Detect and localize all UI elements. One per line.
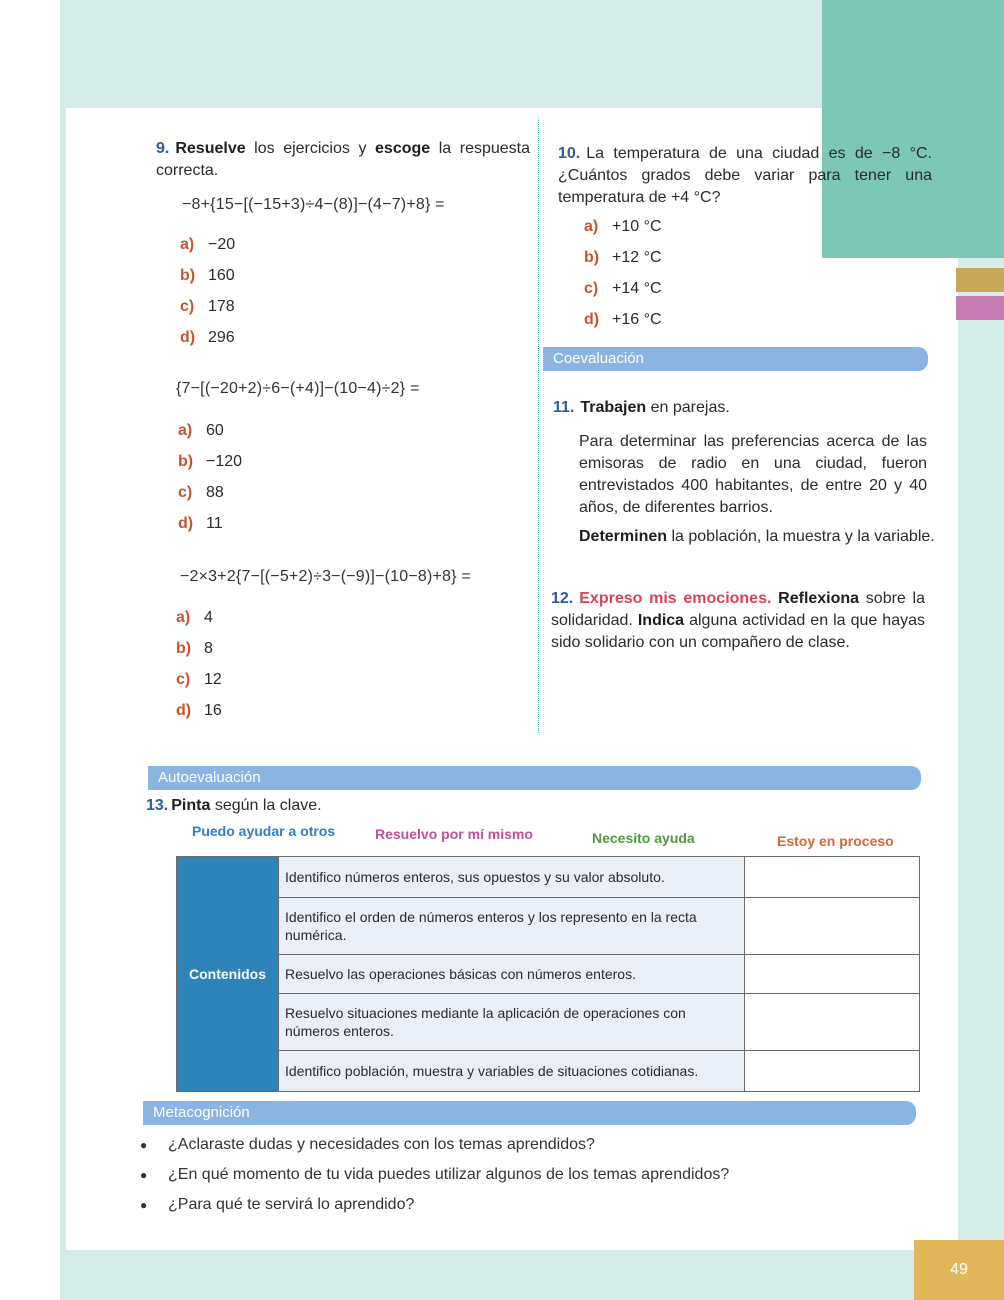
bullet-icon: ● [140, 1138, 148, 1152]
chapter-tab-gold [956, 268, 1004, 292]
option-a[interactable] [584, 218, 662, 236]
page-background-left [60, 0, 66, 1300]
bullet-icon: ● [140, 1198, 148, 1212]
option-b[interactable] [584, 249, 662, 267]
option-letter: d) [584, 311, 600, 328]
prompt-text: en parejas. [646, 399, 730, 416]
option-value: 4 [204, 609, 213, 626]
option-a[interactable] [178, 422, 224, 440]
question-13-prompt [146, 795, 546, 817]
verb-reflexiona: Reflexiona [778, 590, 860, 607]
question-text: ¿En qué momento de tu vida puedes utilizar algunos de los temas aprendidos? [168, 1166, 730, 1183]
option-value: 16 [204, 702, 222, 719]
option-c[interactable] [176, 671, 222, 689]
verb-determinen: Determinen [579, 528, 668, 545]
option-value: 12 [204, 671, 222, 688]
self-evaluation-table [176, 856, 920, 1092]
table-cell-item: Identifico números enteros, sus opuestos y su valor absoluto. [279, 857, 745, 898]
option-letter: c) [584, 280, 599, 297]
option-c[interactable] [180, 298, 235, 316]
list-item [140, 1196, 414, 1214]
option-value: +10 °C [612, 218, 662, 235]
question-11-prompt [553, 397, 933, 419]
key-resuelvo-solo: Resuelvo por mí mismo [375, 826, 533, 842]
verb-indica: Indica [637, 612, 685, 629]
prompt-text: la población, la muestra y la variable. [667, 528, 935, 545]
option-value: 88 [206, 484, 224, 501]
question-12-prompt [551, 588, 925, 654]
option-d[interactable] [176, 702, 222, 720]
question-number: 10. [558, 145, 581, 162]
option-value: 178 [208, 298, 235, 315]
option-value: 60 [206, 422, 224, 439]
question-text: ¿Para qué te servirá lo aprendido? [168, 1196, 415, 1213]
prompt-text: la respuesta correcta. [156, 140, 531, 179]
table-row [177, 993, 920, 1050]
key-necesito-ayuda: Necesito ayuda [592, 830, 695, 846]
prompt-text: alguna actividad en la que hayas sido solidario con un compañero de clase. [551, 612, 925, 651]
option-letter: a) [176, 609, 191, 626]
question-number: 12. [551, 590, 574, 607]
option-letter: c) [180, 298, 195, 315]
column-divider [538, 118, 539, 733]
question-10-prompt [558, 143, 932, 209]
page-background-bottom [60, 1250, 930, 1300]
metacognicion-header: Metacognición [143, 1101, 916, 1125]
table-cell-item: Identifico población, muestra y variables de situaciones cotidianas. [279, 1051, 745, 1092]
color-cell[interactable] [745, 993, 920, 1050]
table-cell-item: Identifico el orden de números enteros y los represento en la recta numérica. [279, 897, 745, 954]
prompt-text: sobre la solidaridad. [551, 590, 925, 629]
option-a[interactable] [176, 609, 213, 627]
option-letter: a) [180, 236, 195, 253]
chapter-tab-pink [956, 296, 1004, 320]
color-cell[interactable] [745, 1051, 920, 1092]
option-value: +16 °C [612, 311, 662, 328]
option-value: −20 [208, 236, 236, 253]
coevaluacion-header: Coevaluación [543, 347, 928, 371]
option-value: +12 °C [612, 249, 662, 266]
key-puedo-ayudar: Puedo ayudar a otros [192, 823, 336, 839]
question-number: 13. [146, 797, 169, 814]
question-text: ¿Aclaraste dudas y necesidades con los temas aprendidos? [168, 1136, 595, 1153]
option-d[interactable] [584, 311, 662, 329]
option-letter: a) [178, 422, 193, 439]
table-cell-item: Resuelvo situaciones mediante la aplicación de operaciones con números enteros. [279, 993, 745, 1050]
table-row [177, 955, 920, 994]
section-title-emociones: Expreso mis emociones. [579, 590, 772, 607]
verb-trabajen: Trabajen [580, 399, 647, 416]
verb-pinta: Pinta [171, 797, 211, 814]
table-row [177, 897, 920, 954]
option-letter: b) [180, 267, 196, 284]
row-header-contenidos: Contenidos [177, 857, 279, 1092]
option-letter: b) [178, 453, 194, 470]
verb-escoge: escoge [375, 140, 431, 157]
option-value: 11 [206, 515, 223, 532]
list-item [140, 1166, 729, 1184]
option-b[interactable] [176, 640, 213, 658]
table-cell-item: Resuelvo las operaciones básicas con números enteros. [279, 955, 745, 994]
option-letter: d) [176, 702, 192, 719]
option-letter: b) [584, 249, 600, 266]
page-corner-accent [822, 0, 1004, 258]
key-en-proceso: Estoy en proceso [777, 833, 894, 849]
color-cell[interactable] [745, 897, 920, 954]
prompt-text: los ejercicios y [245, 140, 376, 157]
question-11-paragraph: Para determinar las preferencias acerca de las emisoras de radio en una ciudad, fueron entrevistados 400 habitantes, de entre 20 y 40 años, de diferentes barrios. [579, 433, 927, 516]
option-c[interactable] [178, 484, 224, 502]
option-letter: b) [176, 640, 192, 657]
option-letter: c) [178, 484, 193, 501]
option-b[interactable] [180, 267, 235, 285]
color-cell[interactable] [745, 955, 920, 994]
option-d[interactable] [180, 329, 235, 347]
option-value: −120 [206, 453, 243, 470]
verb-resuelve: Resuelve [175, 140, 246, 157]
option-letter: d) [180, 329, 196, 346]
list-item [140, 1136, 595, 1154]
question-9-prompt [156, 138, 530, 182]
exercise-expression-2: {7−[(−20+2)÷6−(+4)]−(10−4)÷2} = [176, 380, 420, 397]
question-11-instruction [579, 526, 939, 548]
option-value: 296 [208, 329, 235, 346]
option-letter: c) [176, 671, 191, 688]
autoevaluacion-header: Autoevaluación [148, 766, 921, 790]
table-row [177, 857, 920, 898]
page-number: 49 [914, 1240, 1004, 1300]
option-a[interactable] [180, 236, 235, 254]
color-cell[interactable] [745, 857, 920, 898]
prompt-text: según la clave. [210, 797, 322, 814]
prompt-text: La temperatura de una ciudad es de −8 °C. ¿Cuántos grados debe variar para tener una temperatura de +4 °C? [558, 145, 932, 206]
bullet-icon: ● [140, 1168, 148, 1182]
option-d[interactable] [178, 515, 223, 533]
option-value: +14 °C [612, 280, 662, 297]
option-c[interactable] [584, 280, 662, 298]
option-letter: a) [584, 218, 599, 235]
option-b[interactable] [178, 453, 242, 471]
option-value: 8 [204, 640, 213, 657]
table-row [177, 1051, 920, 1092]
exercise-expression-1: −8+{15−[(−15+3)÷4−(8)]−(4−7)+8} = [182, 196, 445, 213]
option-letter: d) [178, 515, 194, 532]
exercise-expression-3: −2×3+2{7−[(−5+2)÷3−(−9)]−(10−8)+8} = [180, 568, 471, 585]
question-number: 9. [156, 140, 170, 157]
option-value: 160 [208, 267, 235, 284]
question-number: 11. [553, 399, 575, 416]
